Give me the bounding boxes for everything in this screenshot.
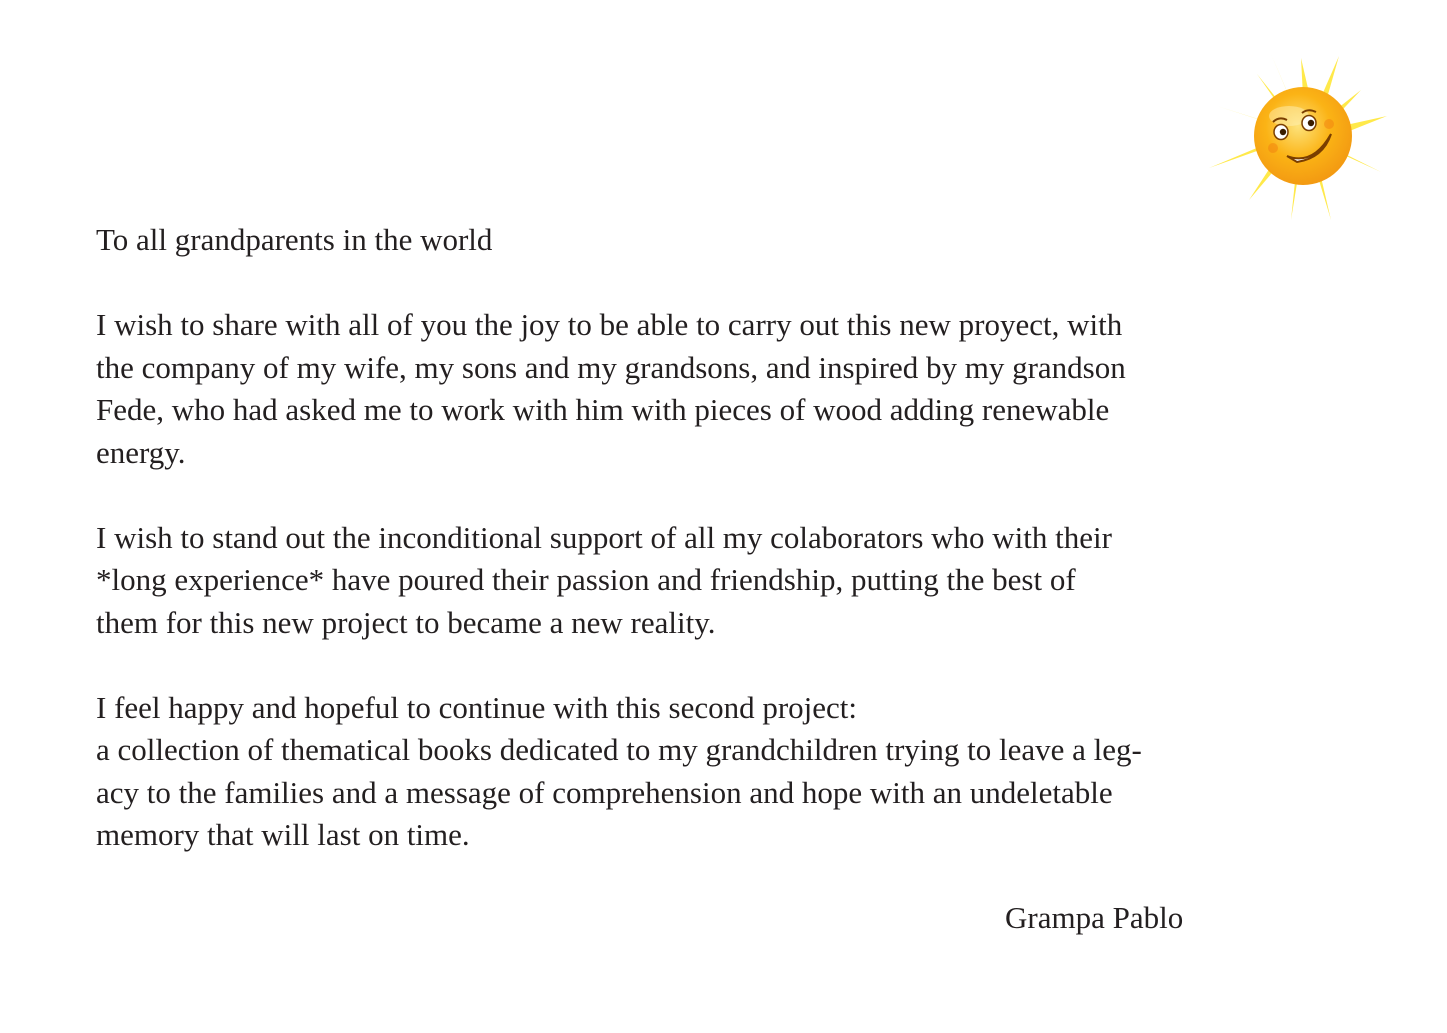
paragraph-1 <box>96 304 1326 474</box>
text-line: memory that will last on time. <box>96 817 470 852</box>
paragraph-2 <box>96 517 1326 645</box>
paragraph-3 <box>96 687 1326 857</box>
text-line: energy. <box>96 434 186 470</box>
text-line: them for this new project to became a new reality. <box>96 604 716 640</box>
letter-greeting: To all grandparents in the world <box>96 222 493 257</box>
text-line: acy to the families and a message of comprehension and hope with an undeletable <box>96 774 1113 810</box>
text-line: the company of my wife, my sons and my grandsons, and inspired by my grandson <box>96 349 1126 385</box>
sun-face <box>1254 87 1352 185</box>
smiling-sun-icon <box>1205 50 1390 225</box>
text-line: I wish to stand out the inconditional support of all my colaborators who with their <box>96 519 1112 555</box>
letter-body <box>96 219 1326 857</box>
paragraph-gap <box>96 262 1326 305</box>
text-line: Fede, who had asked me to work with him with pieces of wood adding renewable <box>96 392 1110 427</box>
text-line: a collection of thematical books dedicated to my grandchildren trying to leave a leg- <box>96 732 1142 767</box>
text-line: I feel happy and hopeful to continue with this second project: <box>96 689 858 725</box>
letter-signature: Grampa Pablo <box>1005 900 1184 935</box>
text-line: *long experience* have poured their passion and friendship, putting the best of <box>96 562 1076 597</box>
paragraph-gap <box>96 474 1326 517</box>
paragraph-gap <box>96 644 1326 687</box>
text-line: I wish to share with all of you the joy to be able to carry out this new proyect, with <box>96 307 1123 342</box>
